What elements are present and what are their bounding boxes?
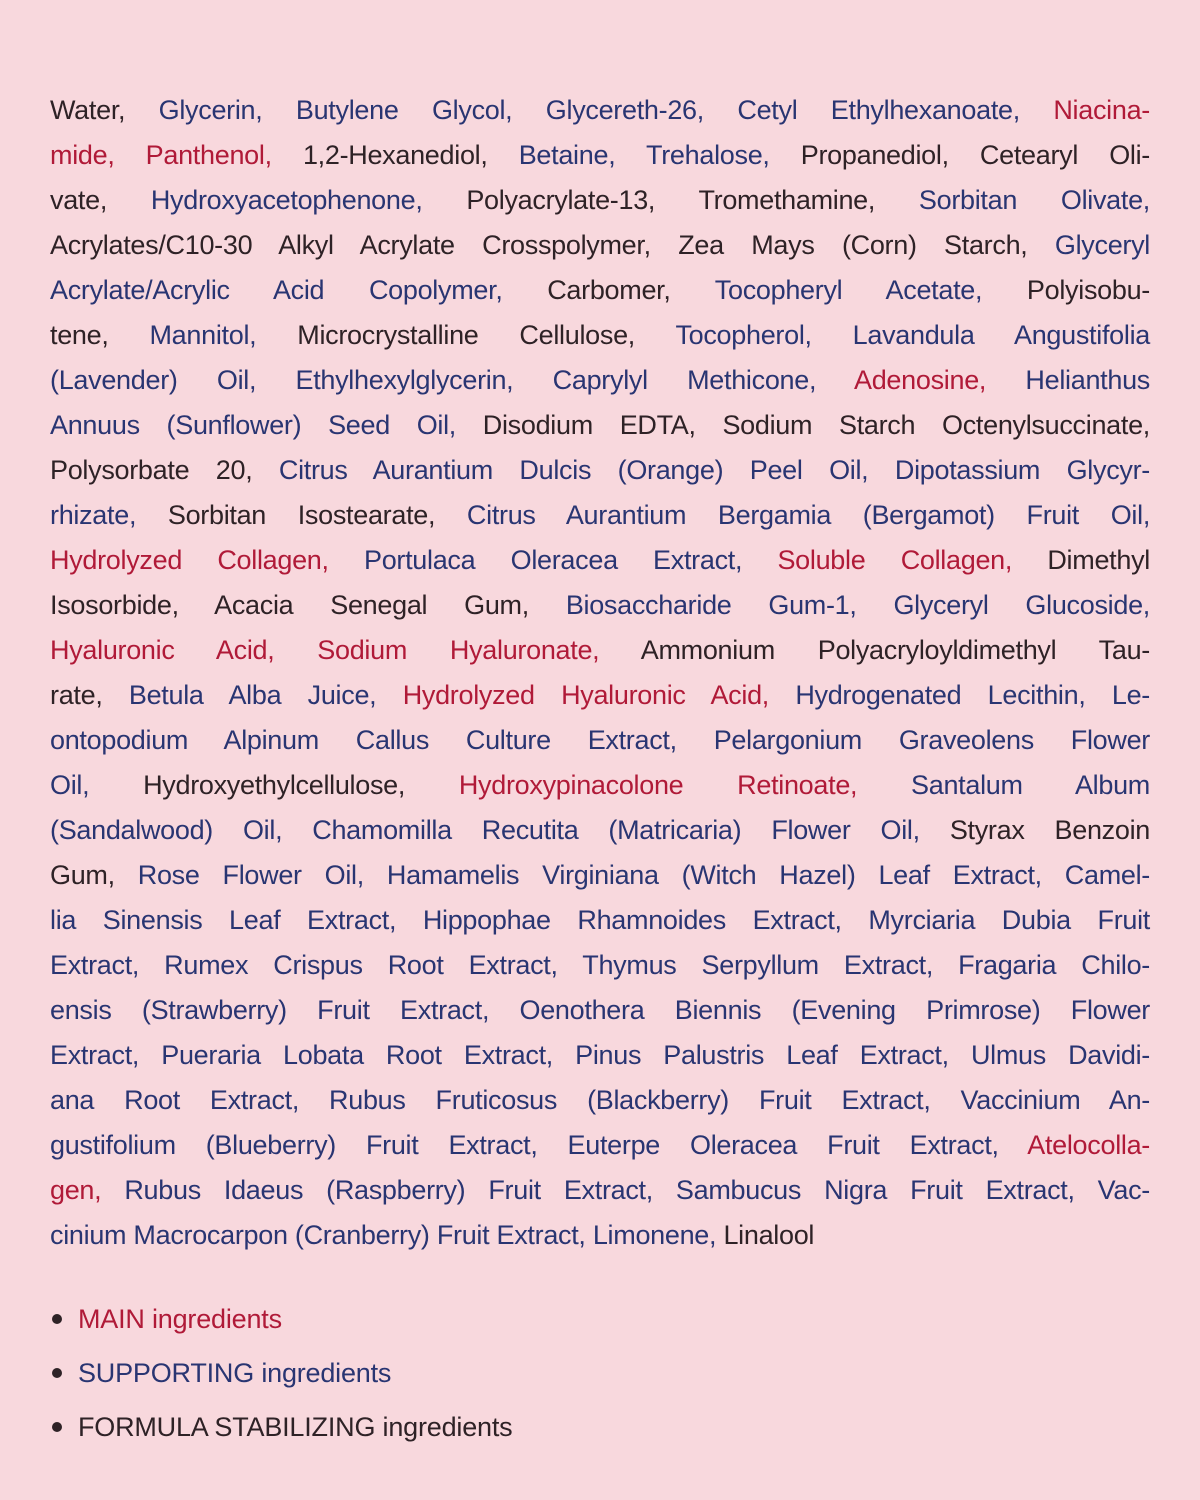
ingredient-segment: Gum, (50, 860, 138, 890)
ingredient-segment: Hydrolyzed Hyaluronic Acid, (402, 680, 796, 710)
ingredients-line (50, 763, 1150, 808)
ingredient-segment: Hydroxyethylcellulose, (143, 770, 459, 800)
bullet-icon (52, 1314, 62, 1324)
ingredients-line (50, 943, 1150, 988)
ingredient-segment: Microcrystalline Cellulose, (297, 320, 676, 350)
ingredient-segment: Mannitol, (149, 320, 298, 350)
legend-label: MAIN ingredients (78, 1303, 282, 1334)
ingredients-line (50, 673, 1150, 718)
ingredient-segment: Oil, (50, 770, 144, 800)
ingredient-segment: tene, (50, 320, 150, 350)
ingredient-segment: Hydrolyzed Collagen, (50, 545, 364, 575)
ingredient-segment: Acrylate/Acrylic Acid Copolymer, (50, 275, 548, 305)
ingredient-segment: Portulaca Oleracea Extract, (363, 545, 778, 575)
ingredients-paragraph (50, 88, 1150, 1258)
ingredient-segment: Polysorbate 20, (50, 455, 279, 485)
ingredient-segment: Adenosine, (854, 365, 1026, 395)
ingredient-segment: mide, Panthenol, (50, 140, 303, 170)
ingredient-segment: Biosaccharide Gum-1, Glyceryl Glucoside, (565, 590, 1151, 620)
ingredient-segment: Hydrogenated Lecithin, Le- (795, 680, 1150, 710)
ingredients-line (50, 268, 1150, 313)
ingredients-line (50, 853, 1150, 898)
legend-item-main (52, 1292, 512, 1346)
ingredients-line (50, 538, 1150, 583)
bullet-icon (52, 1368, 62, 1378)
ingredient-segment: Carbomer, (547, 275, 715, 305)
ingredients-line (50, 1213, 1150, 1258)
ingredient-segment: (Lavender) Oil, Ethylhexylglycerin, Caprylyl Methicone, (50, 365, 854, 395)
ingredient-segment: Atelocolla- (1027, 1130, 1150, 1160)
ingredients-line (50, 1168, 1150, 1213)
ingredient-segment: Soluble Collagen, (777, 545, 1048, 575)
ingredient-segment: (Sandalwood) Oil, Chamomilla Recutita (Matricaria) Flower Oil, (50, 815, 950, 845)
ingredient-segment: gustifolium (Blueberry) Fruit Extract, Euterpe Oleracea Fruit Extract, (50, 1130, 1028, 1160)
ingredient-segment: Styrax Benzoin (949, 815, 1150, 845)
ingredient-segment: Hydroxyacetophenone, (150, 185, 467, 215)
ingredient-segment: gen, (50, 1175, 125, 1205)
ingredients-line (50, 1033, 1150, 1078)
ingredient-segment: Rose Flower Oil, Hamamelis Virginiana (Witch Hazel) Leaf Extract, Camel- (137, 860, 1150, 890)
ingredients-line (50, 448, 1150, 493)
ingredient-segment: Hydroxypinacolone Retinoate, (458, 770, 912, 800)
ingredient-segment: Niacina- (1053, 95, 1150, 125)
ingredients-line (50, 88, 1150, 133)
ingredient-segment: Tocopherol, Lavandula Angustifolia (675, 320, 1150, 350)
ingredient-segment: Citrus Aurantium Dulcis (Orange) Peel Oil, Dipotassium Glycyr- (278, 455, 1150, 485)
ingredient-segment: Linalool (723, 1220, 815, 1250)
ingredients-line (50, 358, 1150, 403)
ingredient-segment: Tocopheryl Acetate, (714, 275, 1027, 305)
ingredients-line (50, 718, 1150, 763)
ingredient-segment: Sorbitan Olivate, (918, 185, 1151, 215)
ingredient-segment: Ammonium Polyacryloyldimethyl Tau- (640, 635, 1151, 665)
ingredient-segment: Water, (50, 95, 159, 125)
legend-label: SUPPORTING ingredients (78, 1357, 392, 1388)
ingredient-segment: Rubus Idaeus (Raspberry) Fruit Extract, Sambucus Nigra Fruit Extract, Vac- (124, 1175, 1150, 1205)
legend (52, 1292, 512, 1454)
ingredient-segment: 1,2-Hexanediol, (302, 140, 519, 170)
ingredients-line (50, 628, 1150, 673)
ingredient-segment: Propanediol, Cetearyl Oli- (800, 140, 1151, 170)
ingredients-line (50, 133, 1150, 178)
ingredient-segment: Santalum Album (911, 770, 1150, 800)
ingredient-segment: Extract, Rumex Crispus Root Extract, Thymus Serpyllum Extract, Fragaria Chilo- (50, 950, 1150, 980)
ingredient-segment: vate, (50, 185, 151, 215)
ingredient-segment: Betaine, Trehalose, (518, 140, 801, 170)
ingredient-segment: rate, (50, 680, 129, 710)
ingredient-segment: Acrylates/C10-30 Alkyl Acrylate Crosspolymer, Zea Mays (Corn) Starch, (50, 230, 1055, 260)
ingredients-line (50, 583, 1150, 628)
ingredients-line (50, 403, 1150, 448)
ingredient-segment: Extract, Pueraria Lobata Root Extract, Pinus Palustris Leaf Extract, Ulmus Davidi- (50, 1040, 1150, 1070)
legend-item-supporting (52, 1346, 512, 1400)
ingredient-segment: Hyaluronic Acid, Sodium Hyaluronate, (50, 635, 641, 665)
ingredients-line (50, 313, 1150, 358)
ingredient-segment: Polyisobu- (1026, 275, 1150, 305)
ingredient-segment: Polyacrylate-13, Tromethamine, (466, 185, 919, 215)
ingredient-segment: ensis (Strawberry) Fruit Extract, Oenothera Biennis (Evening Primrose) Flower (50, 995, 1150, 1025)
ingredients-line (50, 1078, 1150, 1123)
ingredients-line (50, 223, 1150, 268)
ingredient-segment: Disodium EDTA, Sodium Starch Octenylsuccinate, (482, 410, 1150, 440)
ingredients-line (50, 1123, 1150, 1168)
ingredient-segment: Isosorbide, Acacia Senegal Gum, (50, 590, 566, 620)
ingredient-segment: Glyceryl (1054, 230, 1150, 260)
ingredients-line (50, 493, 1150, 538)
ingredient-segment: rhizate, (50, 500, 168, 530)
ingredients-line (50, 808, 1150, 853)
legend-item-stabilizing (52, 1400, 512, 1454)
ingredient-segment: lia Sinensis Leaf Extract, Hippophae Rhamnoides Extract, Myrciaria Dubia Fruit (50, 905, 1150, 935)
ingredient-segment: cinium Macrocarpon (Cranberry) Fruit Extract, Limonene, (50, 1220, 724, 1250)
ingredients-line (50, 898, 1150, 943)
ingredient-segment: Dimethyl (1047, 545, 1150, 575)
ingredient-segment: Betula Alba Juice, (128, 680, 403, 710)
ingredient-segment: Helianthus (1025, 365, 1150, 395)
ingredient-segment: Annuus (Sunflower) Seed Oil, (50, 410, 483, 440)
ingredients-line (50, 178, 1150, 223)
ingredients-line (50, 988, 1150, 1033)
legend-label: FORMULA STABILIZING ingredients (78, 1411, 513, 1442)
ingredient-segment: ana Root Extract, Rubus Fruticosus (Blackberry) Fruit Extract, Vaccinium An- (50, 1085, 1150, 1115)
bullet-icon (52, 1422, 62, 1432)
ingredient-segment: ontopodium Alpinum Callus Culture Extract, Pelargonium Graveolens Flower (50, 725, 1150, 755)
ingredient-segment: Sorbitan Isostearate, (167, 500, 467, 530)
ingredient-segment: Glycerin, Butylene Glycol, Glycereth-26, Cetyl Ethylhexanoate, (158, 95, 1054, 125)
ingredient-segment: Citrus Aurantium Bergamia (Bergamot) Fruit Oil, (466, 500, 1151, 530)
